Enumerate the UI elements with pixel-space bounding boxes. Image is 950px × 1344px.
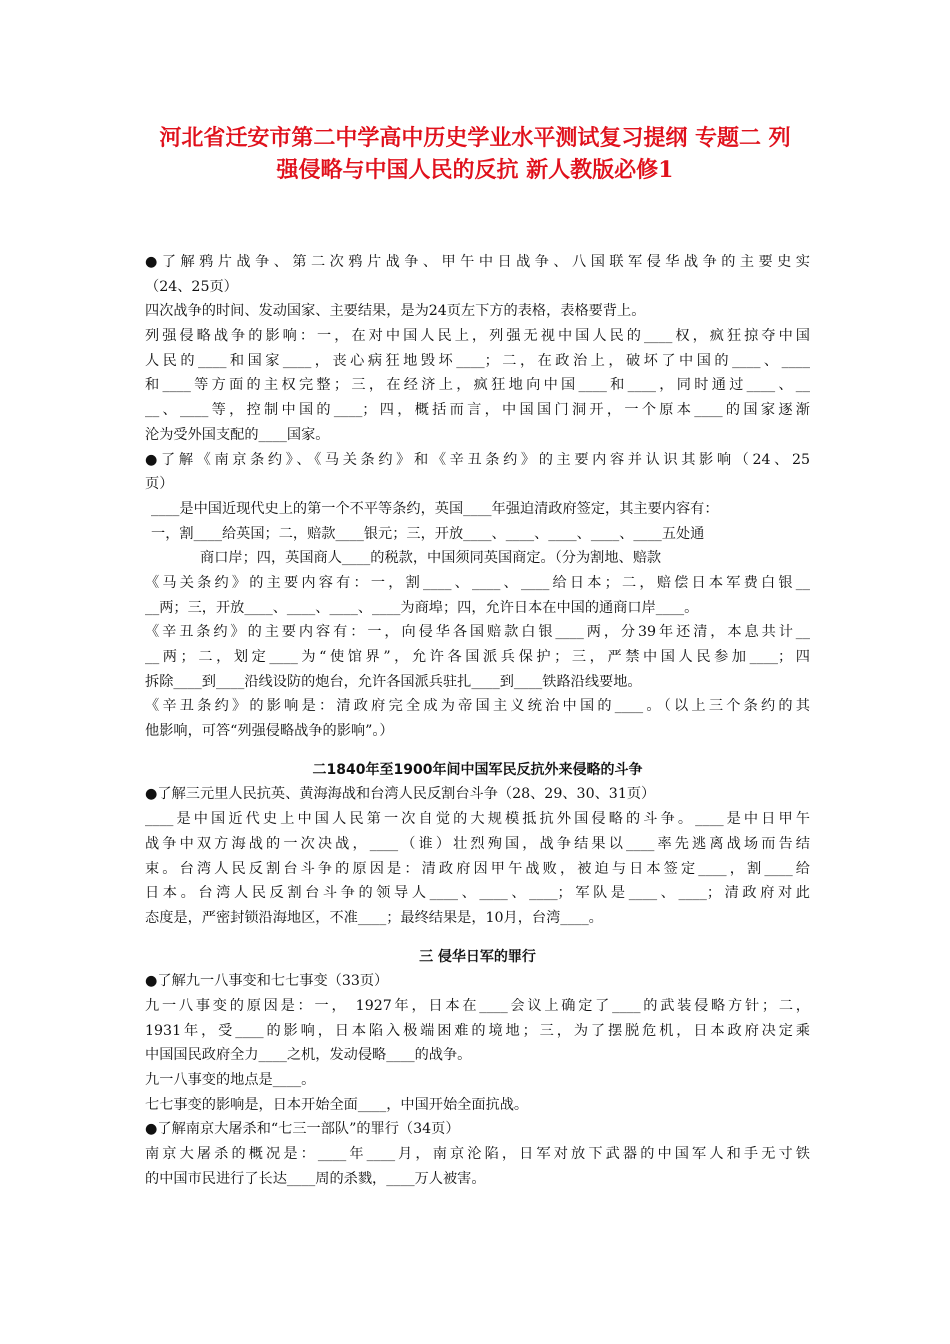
text-line: ____是中国近代史上中国人民第一次自觉的大规模抵抗外国侵略的斗争。____是中日甲午 <box>145 811 810 828</box>
text-line: ●了解南京大屠杀和“七三一部队”的罪行（34页） <box>145 1121 460 1138</box>
text-line: 日本。台湾人民反割台斗争的领导人____、____、____；军队是____、____；清政府对此 <box>145 885 810 902</box>
text-line: 战争中双方海战的一次决战，____（谁）壮烈殉国，战争结果以____率先逃离战场而告结 <box>145 835 810 852</box>
text-line: __两；二，划定____为“使馆界”，允许各国派兵保护；三，严禁中国人民参加____；四 <box>145 649 810 665</box>
text-line: 七七事变的影响是，日本开始全面____，中国开始全面抗战。 <box>145 1096 529 1113</box>
text-line: 《辛丑条约》的影响是：清政府完全成为帝国主义统治中国的____。（以上三个条约的其 <box>145 698 810 715</box>
text-line: __、____等，控制中国的____；四，概括而言，中国国门洞开，一个原本____的国家逐渐 <box>145 402 810 419</box>
text-line: 态度是，严密封锁沿海地区，不准____；最终结果是，10月，台湾____。 <box>145 909 603 926</box>
text-line: ●了解《南京条约》、《马关条约》和《辛丑条约》的主要内容并认识其影响（24、25 <box>145 451 810 468</box>
text-line: （24、25页） <box>145 278 238 295</box>
section-1 <box>145 250 810 744</box>
text-line: 页） <box>145 476 174 493</box>
text-line: 四次战争的时间、发动国家、主要结果，是为24页左下方的表格，表格要背上。 <box>145 303 646 320</box>
section-3 <box>145 945 810 1192</box>
text-line: 《辛丑条约》的主要内容有：一，向侵华各国赔款白银____两，分39年还清，本息共计__ <box>145 624 810 641</box>
text-line: 沦为受外国支配的____国家。 <box>145 426 330 443</box>
text-line: 人民的____和国家____，丧心病狂地毁坏____；二，在政治上，破坏了中国的____、____ <box>145 352 810 369</box>
text-line: 中国国民政府全力____之机，发动侵略____的战争。 <box>145 1047 472 1064</box>
text-line: 束。台湾人民反割台斗争的原因是：清政府因甲午战败，被迫与日本签定____，割____给 <box>145 860 810 877</box>
text-line: 和____等方面的主权完整；三，在经济上，疯狂地向中国____和____，同时通过____、__ <box>145 377 810 394</box>
title-line-1: 河北省迁安市第二中学高中历史学业水平测试复习提纲 专题二 列 <box>159 125 791 151</box>
section-heading: 三 侵华日军的罪行 <box>419 948 536 965</box>
text-line: 拆除____到____沿线设防的炮台，允许各国派兵驻扎____到____铁路沿线要地。 <box>145 673 642 690</box>
text-line: 列强侵略战争的影响：一，在对中国人民上，列强无视中国人民的____权，疯狂掠夺中国 <box>145 328 810 345</box>
section-2 <box>145 758 810 931</box>
document-body <box>145 250 810 1191</box>
text-line: 的中国市民进行了长达____周的杀戮，____万人被害。 <box>145 1170 486 1187</box>
text-line: 1931年，受____的影响，日本陷入极端困难的境地；三，为了摆脱危机，日本政府决定乘 <box>145 1022 810 1039</box>
text-line: ____是中国近现代史上的第一个不平等条约，英国____年强迫清政府签定，其主要内容有： <box>151 500 719 517</box>
text-line: __两；三，开放____、____、____、____为商埠；四，允许日本在中国的通商口岸____。 <box>145 599 699 616</box>
spacer <box>145 744 810 758</box>
text-line: 一，割____给英国；二，赔款____银元；三，开放____、____、____、____、____五处通 <box>151 525 705 542</box>
text-line: 南京大屠杀的概况是：____年____月，南京沦陷，日军对放下武器的中国军人和手无寸铁 <box>145 1146 810 1163</box>
text-line: ●了解九一八事变和七七事变（33页） <box>145 973 389 990</box>
text-line: 九一八事变的地点是____。 <box>145 1072 316 1088</box>
title-line-2: 强侵略与中国人民的反抗 新人教版必修1 <box>276 157 674 183</box>
text-line: 他影响，可答“列强侵略战争的影响”。） <box>145 723 394 740</box>
document-title <box>120 122 830 186</box>
text-line: 九一八事变的原因是：一， 1927年，日本在____会议上确定了____的武装侵略方针；二， <box>145 997 810 1014</box>
spacer <box>145 931 810 945</box>
text-line: 《马关条约》的主要内容有：一，割____、____、____给日本；二，赔偿日本军费白银__ <box>145 574 810 591</box>
text-line: ●了解三元里人民抗英、黄海海战和台湾人民反割台斗争（28、29、30、31页） <box>145 786 656 803</box>
text-line: 商口岸；四，英国商人____的税款，中国须同英国商定。（分为割地、赔款 <box>200 550 662 567</box>
section-heading: 二1840年至1900年间中国军民反抗外来侵略的斗争 <box>312 761 643 778</box>
text-line: ●了解鸦片战争、第二次鸦片战争、甲午中日战争、八国联军侵华战争的主要史实 <box>145 254 810 270</box>
